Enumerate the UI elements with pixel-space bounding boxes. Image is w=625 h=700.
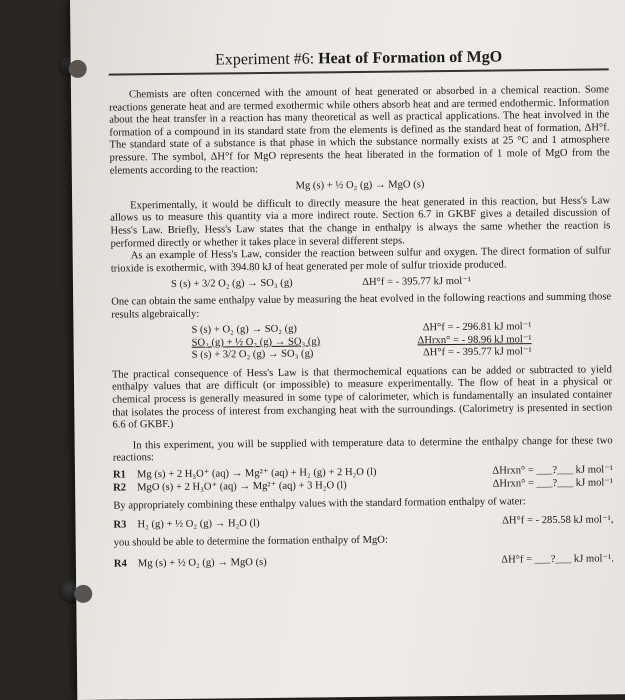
- paragraph-summing: One can obtain the same enthalpy value by measuring the heat evolved in the following reactions and summing those results algebraically:: [111, 291, 612, 321]
- reaction-enthalpy: ΔHrxn° = ___?___ kJ mol⁻¹: [492, 464, 614, 477]
- equation-mgo-formation: Mg (s) + ½ O₂ (g) → MgO (s): [295, 179, 425, 192]
- reaction-label: R4: [113, 558, 127, 570]
- hess-row: [192, 346, 532, 362]
- reaction-body: H₂ (g) + ½ O₂ (g) → H₂O (l): [137, 517, 260, 531]
- punch-hole: [74, 585, 92, 603]
- paragraph-intro: Chemists are often concerned with the amount of heat generated or absorbed in a chemical reaction. Some reactions generate heat and are termed exothermic while others absorb heat and are termed endothermic. Information about the heat transfer in a reaction has many theoretical as well as practical applications. The heat involved in the formation of a compound in its standard state from the elements is defined as the standard heat of formation, ΔH°f. The standard state of a substance is that phase in which the substance normally exists at 25 °C and 1 atmosphere pressure. The symbol, ΔH°f for MgO represents the heat liberated in the formation of 1 mole of MgO from the elements according to the reaction:: [109, 84, 610, 177]
- paragraph-hess-law: Experimentally, it would be difficult to directly measure the heat generated in this reaction, but Hess's Law allows us to measure this quantity via a more indirect route. Section 6.7 in GKBF gives a detailed discussion of Hess's Law. Briefly, Hess's Law states that the change in enthalpy is always the same whether the reaction is performed directly or whether it takes place in several different steps.: [110, 195, 611, 250]
- hess-row-left: S (s) + O₂ (g) → SO₂ (g): [191, 323, 297, 336]
- paragraph-sulfur-example: As an example of Hess's Law, consider the reaction between sulfur and oxygen. The direct formation of sulfur trioxide is exothermic, with 394.80 kJ of heat generated per mole of sulfur trioxide produced.: [110, 245, 611, 275]
- hess-row-left: SO₂ (g) + ½ O₂ (g) → SO₃ (g): [191, 336, 321, 349]
- paragraph-determine: you should be able to determine the formation enthalpy of MgO:: [113, 535, 388, 549]
- title-prefix: Experiment #6:: [215, 50, 319, 69]
- reaction-label: R3: [113, 519, 127, 531]
- hess-equations: [191, 321, 531, 362]
- reaction-body: Mg (s) + ½ O₂ (g) → MgO (s): [137, 556, 267, 570]
- hess-row-right: ΔH°f = - 296.81 kJ mol⁻¹: [422, 321, 532, 334]
- reaction-label: R2: [113, 482, 127, 494]
- document-content: [109, 46, 614, 579]
- reaction-enthalpy: ΔHrxn° = ___?___ kJ mol⁻¹: [492, 476, 614, 490]
- reaction-body: Mg (s) + 2 H₃O⁺ (aq) → Mg²⁺ (aq) + H₂ (g) + 2 H₂O (l): [136, 466, 377, 481]
- equation-so3-right: ΔH°f = - 395.77 kJ mol⁻¹: [362, 276, 472, 289]
- paragraph-calorimeter: The practical consequence of Hess's Law is that thermochemical equations can be added or subtracted to yield enthalpy values that are difficult (or impossible) to measure experimentally. The flow of heat in a physical or chemical process is generally measured in some type of calorimeter, which is fundamentally an insulated container that isolates the process of interest from exchanging heat with the surroundings. (Calorimetry is presented in section 6.6 of GKBF.): [111, 364, 613, 431]
- equation-so3: [171, 276, 471, 292]
- punch-hole: [69, 60, 87, 78]
- reaction-enthalpy: ΔH°f = - 285.58 kJ mol⁻¹,: [501, 514, 614, 527]
- document-page: [70, 0, 625, 700]
- reaction-row-r3: [113, 514, 613, 532]
- reaction-enthalpy: ΔH°f = ___?___ kJ mol⁻¹.: [501, 553, 614, 566]
- reaction-label: R1: [112, 469, 126, 481]
- page-title: [109, 46, 609, 75]
- paragraph-experiment: In this experiment, you will be supplied with temperature data to determine the enthalpy change for these two reactions:: [112, 435, 613, 465]
- paragraph-combining: By appropriately combining these enthalpy values with the standard formation enthalpy of water:: [113, 496, 526, 512]
- reaction-body: MgO (s) + 2 H₃O⁺ (aq) → Mg²⁺ (aq) + 3 H₂O (l): [137, 479, 347, 493]
- reaction-list: [113, 464, 613, 494]
- hess-row-right: ΔH°f = - 395.77 kJ mol⁻¹: [422, 346, 532, 359]
- hess-row-left: S (s) + 3/2 O₂ (g) → SO₃ (g): [191, 348, 314, 362]
- hess-row-right: ΔHrxn° = - 98.96 kJ mol⁻¹: [417, 333, 532, 347]
- reaction-row-r4: [114, 553, 614, 571]
- title-bold: Heat of Formation of MgO: [318, 48, 503, 68]
- equation-so3-left: S (s) + 3/2 O₂ (g) → SO₃ (g): [170, 277, 293, 291]
